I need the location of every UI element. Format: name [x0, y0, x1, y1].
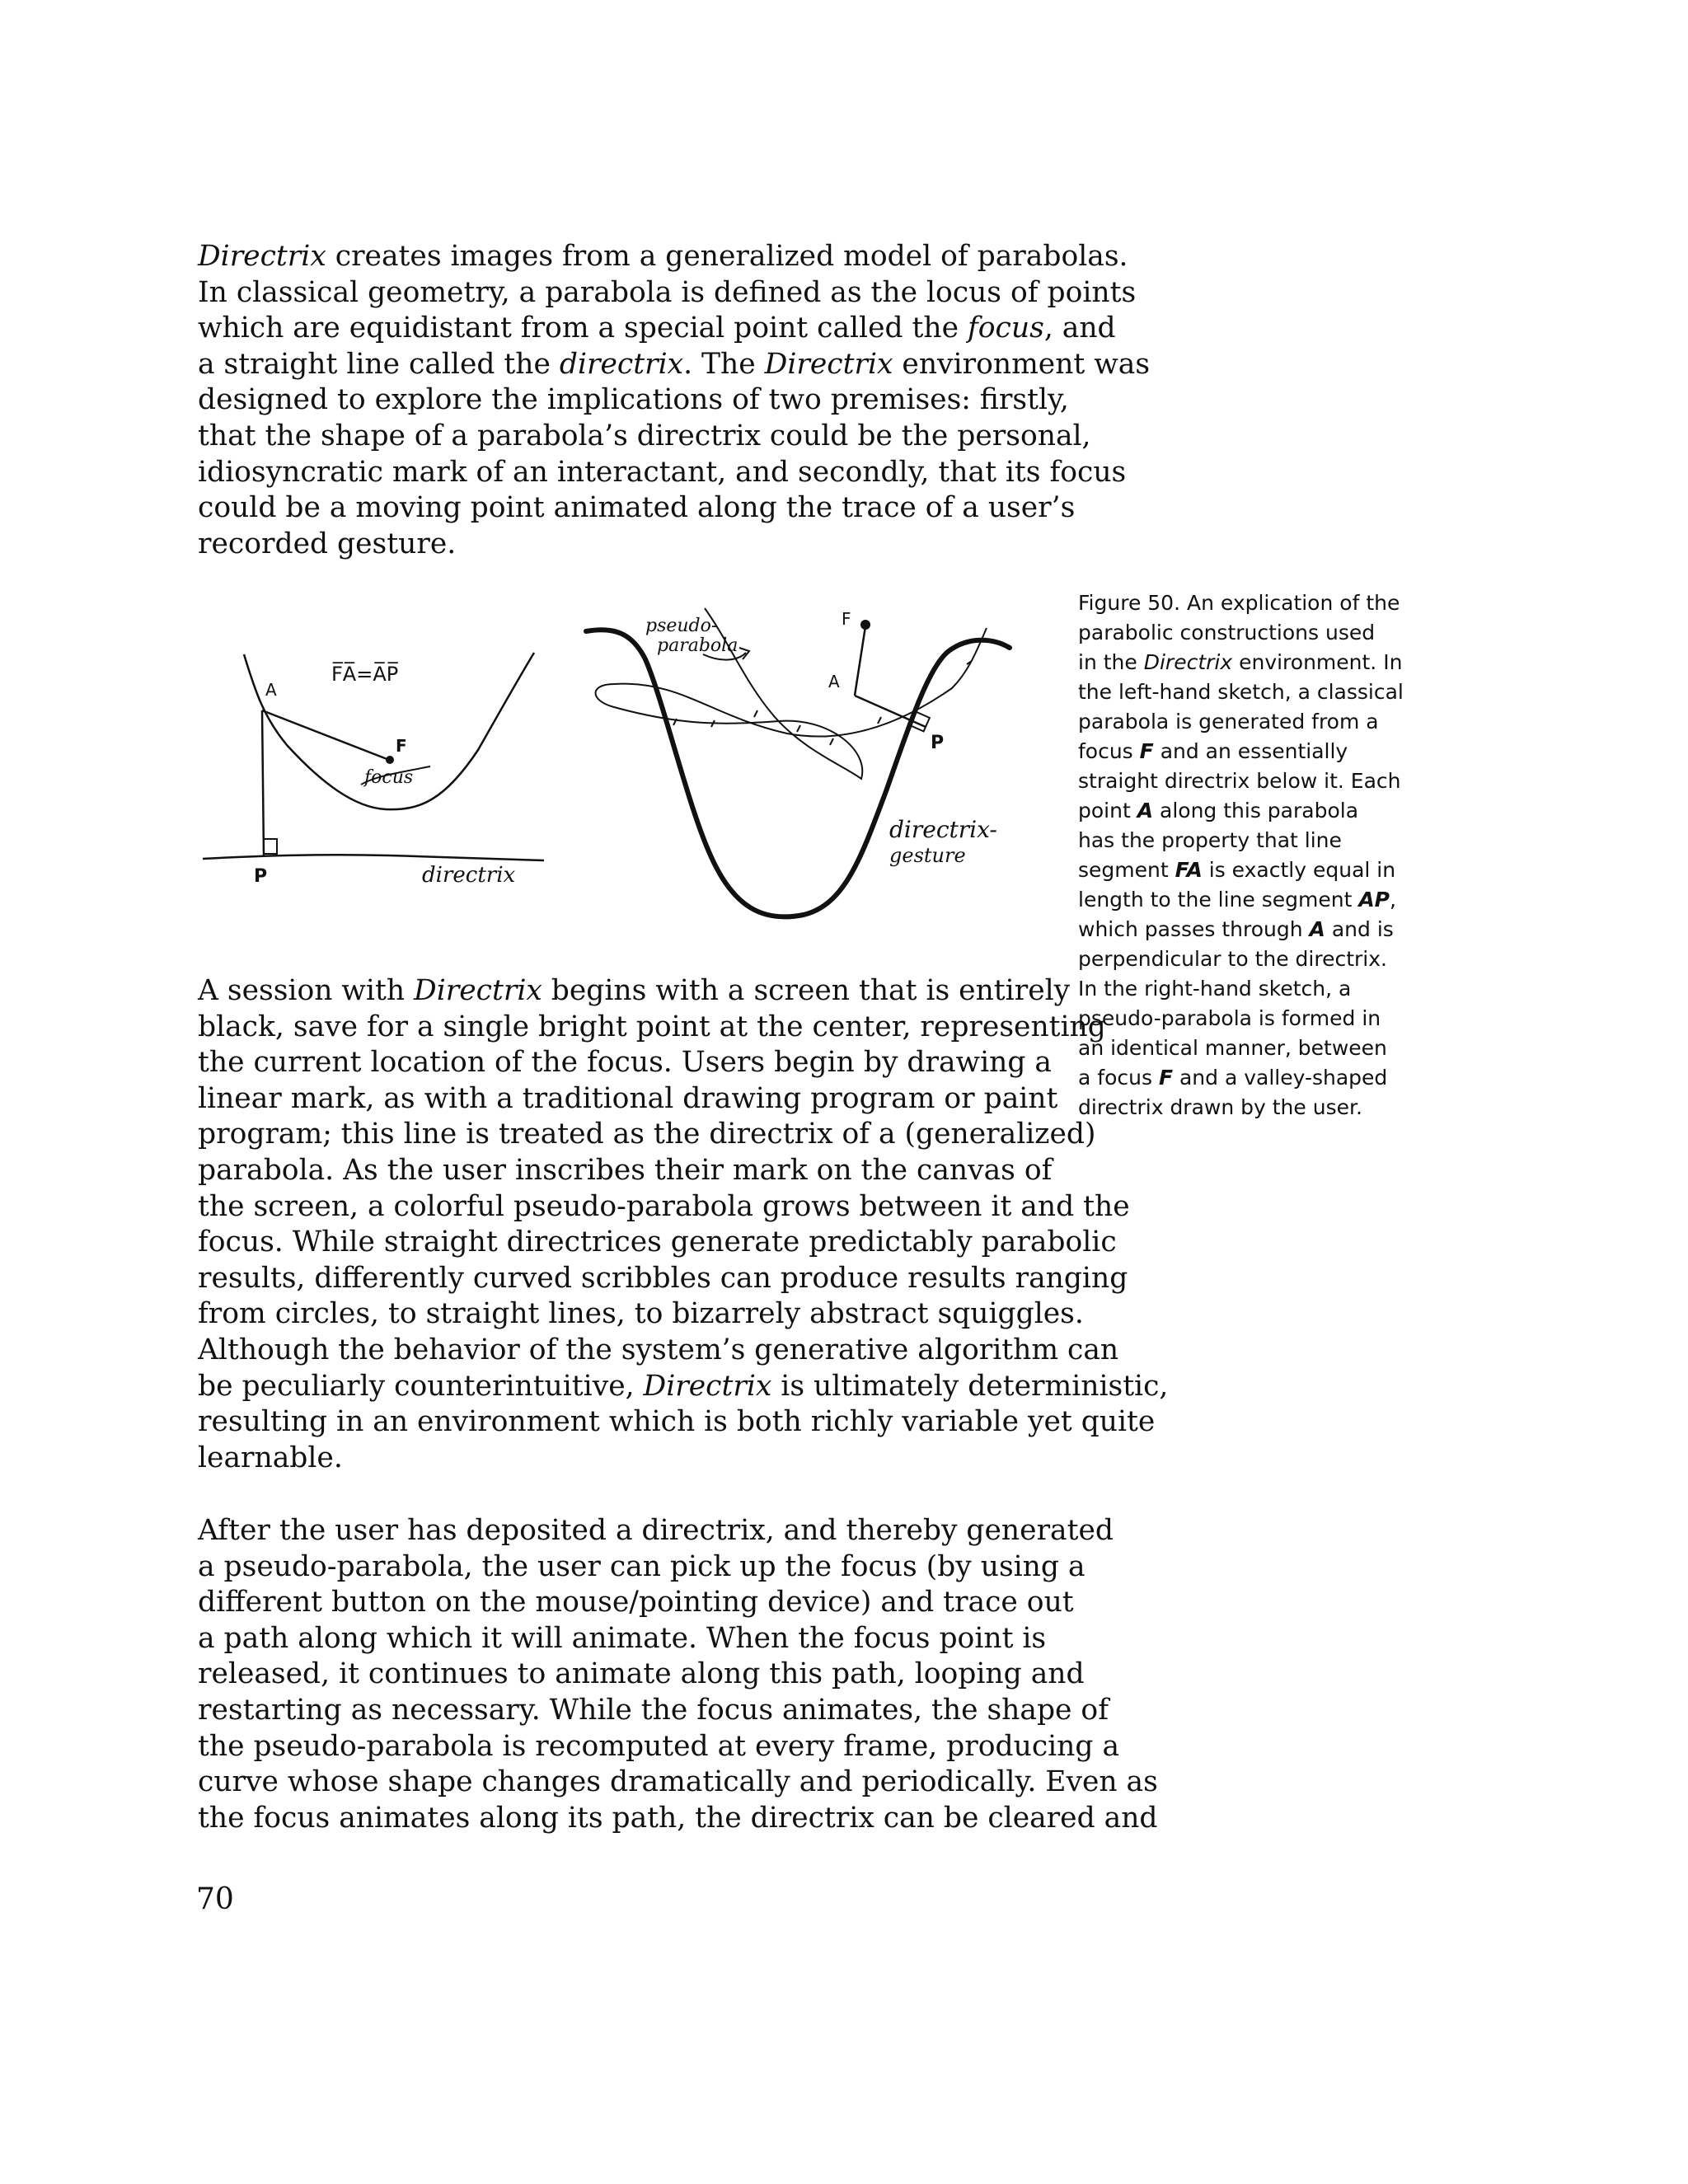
text-line: a pseudo-parabola, the user can pick up the focus (by using a	[198, 1549, 1085, 1583]
text-line: In the right-hand sketch, a	[1078, 977, 1352, 1001]
text-line: could be a moving point animated along the trace of a user’s	[198, 491, 1076, 525]
text-line: length to the line segment AP,	[1078, 888, 1396, 912]
left-point-p-label: P	[254, 866, 268, 887]
italic-term: focus	[968, 312, 1044, 345]
left-directrix-line	[203, 855, 544, 860]
text-line: an identical manner, between	[1078, 1036, 1387, 1060]
text-line: straight directrix below it. Each	[1078, 769, 1401, 793]
text-line: curve whose shape changes dramatically and periodically. Even as	[198, 1765, 1158, 1799]
right-point-f-label: F	[842, 609, 851, 629]
right-point-p-label: P	[931, 733, 945, 753]
right-directrix-label-line2: gesture	[889, 844, 966, 867]
right-point-a-label: A	[828, 672, 840, 691]
right-directrix-gesture	[586, 630, 1010, 916]
bold-italic-term: A	[1309, 917, 1325, 941]
text-line: the focus animates along its path, the directrix can be cleared and	[198, 1801, 1158, 1835]
italic-term: Directrix	[764, 347, 893, 381]
left-segment-fa	[262, 710, 389, 760]
text-line: parabolic constructions used	[1078, 621, 1376, 644]
text-line: a path along which it will animate. When the focus point is	[198, 1621, 1047, 1655]
text-line: designed to explore the implications of two premises: firstly,	[198, 383, 1069, 417]
left-point-a-label: A	[265, 680, 277, 700]
left-focus-point	[386, 756, 394, 764]
text-line: be peculiarly counterintuitive, Directrix is ultimately deterministic,	[198, 1369, 1169, 1403]
left-equation-label: F̅A̅=A̅P̅	[331, 663, 399, 686]
paragraph-intro	[198, 239, 1151, 562]
page-number: 70	[196, 1882, 234, 1916]
bold-italic-term: F	[1139, 739, 1154, 763]
left-right-angle-mark	[264, 839, 277, 854]
text-line: the current location of the focus. Users begin by drawing a	[198, 1046, 1052, 1080]
text-line: from circles, to straight lines, to bizarrely abstract squiggles.	[198, 1297, 1084, 1331]
text-line: results, differently curved scribbles can produce results ranging	[198, 1261, 1128, 1295]
text-line: parabola. As the user inscribes their mark on the canvas of	[198, 1153, 1053, 1187]
text-line: idiosyncratic mark of an interactant, and secondly, that its focus	[198, 455, 1127, 489]
text-line: learnable.	[198, 1441, 343, 1474]
bold-italic-term: F	[1158, 1066, 1174, 1090]
text-line: Directrix creates images from a generalized model of parabolas.	[198, 240, 1128, 273]
text-line: which are equidistant from a special point called the focus, and	[198, 312, 1116, 345]
text-line: A session with Directrix begins with a screen that is entirely	[198, 974, 1071, 1007]
bold-italic-term: AP	[1358, 888, 1390, 912]
text-line: released, it continues to animate along this path, looping and	[198, 1657, 1085, 1691]
text-line: the left-hand sketch, a classical	[1078, 680, 1404, 704]
text-line: in the Directrix environment. In	[1078, 650, 1403, 674]
right-pseudo-label-line1: pseudo-	[645, 616, 718, 636]
text-line: In classical geometry, a parabola is defined as the locus of points	[198, 275, 1137, 309]
text-line: a straight line called the directrix. The Directrix environment was	[198, 347, 1151, 381]
figure-right-sketch	[581, 593, 1043, 940]
italic-term: Directrix	[643, 1369, 772, 1403]
bold-italic-term: A	[1137, 799, 1154, 823]
figure-left-sketch	[198, 643, 560, 890]
paragraph-session	[198, 973, 1169, 1476]
bold-italic-term: FA	[1175, 858, 1203, 882]
text-line: resulting in an environment which is both richly variable yet quite	[198, 1405, 1156, 1439]
italic-term: directrix	[559, 347, 684, 381]
left-segment-ap	[262, 710, 264, 855]
text-line: After the user has deposited a directrix, and thereby generated	[198, 1514, 1114, 1547]
text-line: point A along this parabola	[1078, 799, 1359, 823]
text-line: Figure 50. An explication of the	[1078, 591, 1400, 615]
text-line: has the property that line	[1078, 828, 1342, 852]
left-directrix-label: directrix	[422, 863, 516, 888]
text-line: perpendicular to the directrix.	[1078, 947, 1387, 971]
right-segment-fa	[855, 626, 865, 696]
text-line: the screen, a colorful pseudo-parabola grows between it and the	[198, 1189, 1130, 1223]
text-line: directrix drawn by the user.	[1078, 1095, 1362, 1119]
italic-term: Directrix	[414, 974, 542, 1007]
text-line: focus. While straight directrices generate predictably parabolic	[198, 1226, 1117, 1259]
figure-caption	[1078, 588, 1424, 1122]
right-pseudo-label-line2: parabola	[657, 635, 738, 656]
text-line: that the shape of a parabola’s directrix could be the personal,	[198, 419, 1091, 452]
text-line: black, save for a single bright point at the center, representing	[198, 1010, 1106, 1043]
paragraph-focus-path	[198, 1513, 1158, 1836]
text-line: which passes through A and is	[1078, 917, 1394, 941]
text-line: parabola is generated from a	[1078, 710, 1379, 733]
text-line: restarting as necessary. While the focus animates, the shape of	[198, 1693, 1109, 1727]
right-directrix-label-line1: directrix-	[889, 816, 997, 843]
text-line: linear mark, as with a traditional drawing program or paint	[198, 1081, 1058, 1115]
text-line: pseudo-parabola is formed in	[1078, 1006, 1381, 1030]
left-point-f-label: F	[396, 736, 407, 756]
text-line: the pseudo-parabola is recomputed at every frame, producing a	[198, 1729, 1120, 1763]
text-line: a focus F and a valley-shaped	[1078, 1066, 1388, 1090]
text-line: focus F and an essentially	[1078, 739, 1348, 763]
left-focus-label: focus	[364, 767, 414, 788]
italic-term: Directrix	[1143, 650, 1233, 674]
text-line: program; this line is treated as the directrix of a (generalized)	[198, 1118, 1096, 1151]
text-line: segment FA is exactly equal in	[1078, 858, 1396, 882]
text-line: different button on the mouse/pointing device) and trace out	[198, 1586, 1074, 1619]
text-line: Although the behavior of the system’s generative algorithm can	[198, 1333, 1119, 1366]
text-line: recorded gesture.	[198, 527, 457, 560]
italic-term: Directrix	[198, 240, 326, 273]
